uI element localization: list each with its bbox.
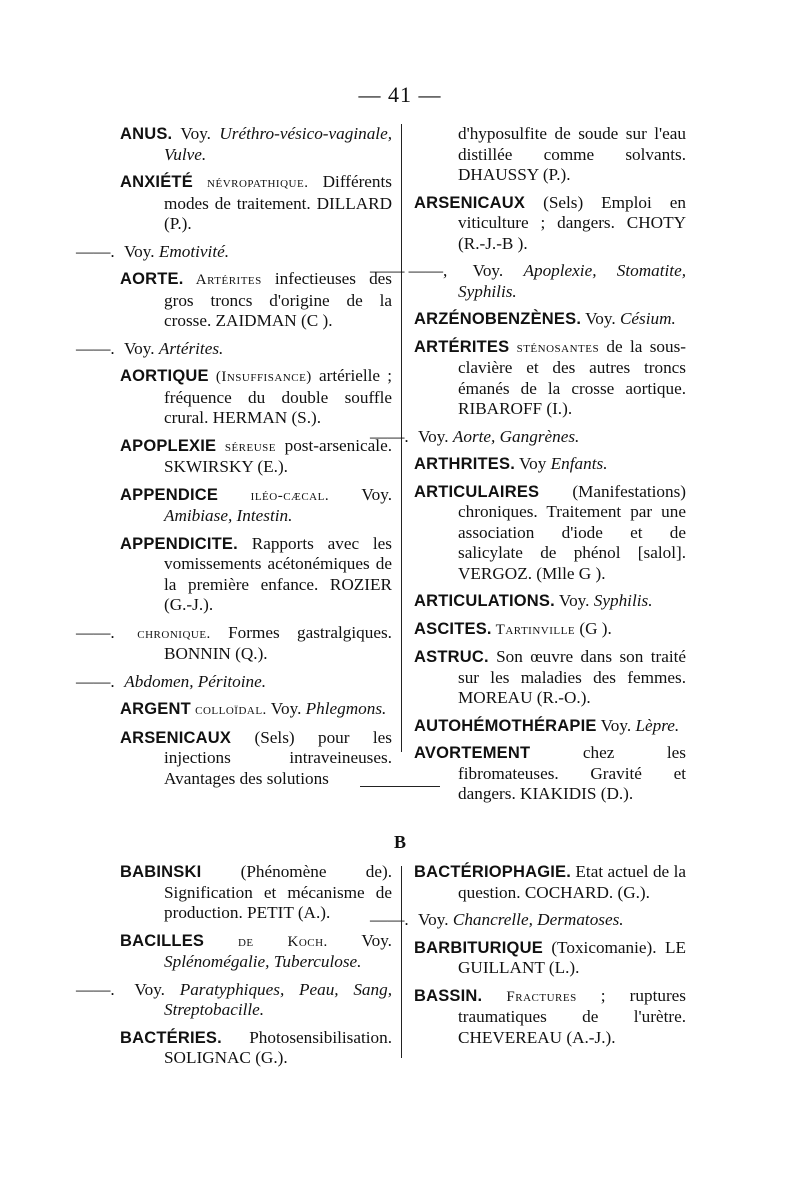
entry-headword: BASSIN. bbox=[414, 986, 483, 1005]
index-entry bbox=[120, 862, 392, 924]
index-entry bbox=[414, 938, 686, 979]
entry-text: Voy. bbox=[452, 261, 524, 280]
entry-headword: ARGENT bbox=[120, 700, 191, 718]
index-entry bbox=[414, 337, 686, 420]
entry-italic: Syphilis. bbox=[593, 591, 653, 610]
entry-text: Rapports avec les vomissements acétonémiques de la première enfance. ROZIER (G.-J.). bbox=[164, 533, 392, 614]
index-entry: ——. Voy. Aorte, Gangrènes. bbox=[370, 426, 580, 446]
entry-text: (Manifestations) chroniques. Traitement par une association d'iode et de salicylate de phénol [salol]. VERGOZ. (Mlle G ). bbox=[458, 481, 686, 583]
index-entry bbox=[120, 436, 392, 478]
entry-smallcaps: séreuse bbox=[216, 438, 276, 455]
entry-text: Voy. bbox=[414, 426, 453, 446]
index-column-left-top bbox=[76, 124, 392, 796]
index-column-right-bottom bbox=[370, 862, 686, 1055]
index-entry: ——. Abdomen, Péritoine. bbox=[76, 671, 267, 691]
entry-text: (Sels) Emploi en viticulture ; dangers. CHOTY (R.-J.-B ). bbox=[458, 192, 686, 253]
index-entry bbox=[120, 124, 392, 165]
entry-headword: APPENDICITE. bbox=[120, 534, 238, 553]
entry-text: Voy. bbox=[120, 338, 159, 358]
entry-text: Voy. bbox=[554, 591, 594, 610]
index-entry bbox=[414, 124, 686, 186]
entry-headword: BABINSKI bbox=[120, 863, 202, 881]
entry-headword: ANXIÉTÉ bbox=[120, 173, 193, 191]
entry-italic: Phlegmons. bbox=[305, 699, 387, 718]
entry-headword: APOPLEXIE bbox=[120, 436, 217, 455]
entry-italic: Artérites. bbox=[158, 338, 224, 358]
index-column-left-bottom bbox=[76, 862, 392, 1076]
entry-smallcaps: de Koch. bbox=[204, 933, 328, 950]
index-entry: ——. Voy. Emotivité. bbox=[76, 241, 230, 261]
index-entry bbox=[414, 862, 686, 903]
entry-text: Voy bbox=[515, 454, 551, 473]
entry-italic: Apoplexie, Stomatite, Syphilis. bbox=[458, 261, 686, 301]
index-entry bbox=[414, 743, 686, 805]
entry-smallcaps: Artérites bbox=[183, 272, 262, 288]
entry-headword: AORTIQUE bbox=[120, 367, 209, 385]
index-entry: ——. chronique. Formes gastralgiques. BONNIN (Q.). bbox=[76, 622, 392, 663]
entry-italic: Aorte, Gangrènes. bbox=[452, 426, 580, 446]
index-entry bbox=[414, 619, 686, 641]
entry-text: chez les fibromateuses. Gravité et dangers. KIAKIDIS (D.). bbox=[458, 743, 686, 803]
entry-text: Photosensibilisation. SOLIGNAC (G.). bbox=[164, 1027, 392, 1067]
index-column-right-top bbox=[370, 124, 686, 812]
entry-italic: Paratyphiques, Peau, Sang, Streptobacille. bbox=[164, 979, 392, 1019]
entry-headword: APPENDICE bbox=[120, 485, 219, 504]
entry-text: Voy. bbox=[266, 699, 306, 718]
index-entry bbox=[120, 1028, 392, 1069]
index-entry bbox=[120, 485, 392, 527]
entry-smallcaps: Fractures bbox=[482, 988, 577, 1005]
entry-text: Voy. bbox=[581, 309, 620, 328]
index-entry bbox=[414, 647, 686, 709]
entry-italic: Amibiase, Intestin. bbox=[164, 506, 293, 525]
entry-italic: Enfants. bbox=[550, 454, 608, 473]
entry-text: (G ). bbox=[575, 618, 612, 638]
entry-text: Formes gastralgiques. BONNIN (Q.). bbox=[164, 622, 392, 663]
entry-italic: Césium. bbox=[619, 309, 676, 328]
entry-text: Son œuvre dans son traité sur les maladies des femmes. MOREAU (R.-O.). bbox=[458, 647, 686, 707]
section-divider bbox=[360, 786, 440, 787]
entry-headword: ARTHRITES. bbox=[414, 455, 515, 473]
entry-text: Voy. bbox=[414, 910, 453, 929]
entry-headword: AORTE. bbox=[120, 270, 184, 288]
index-entry: ——. Voy. Paratyphiques, Peau, Sang, Streptobacille. bbox=[76, 979, 392, 1019]
entry-text: artérielle ; fréquence du double souffle crural. HERMAN (S.). bbox=[164, 366, 392, 427]
entry-text: Voy. bbox=[172, 124, 220, 143]
entry-headword: ASTRUC. bbox=[414, 648, 489, 666]
entry-headword: ARTICULAIRES bbox=[414, 482, 540, 501]
index-entry bbox=[414, 482, 686, 585]
entry-smallcaps: chronique. bbox=[120, 625, 211, 642]
index-entry bbox=[414, 716, 686, 737]
entry-smallcaps: névropathique. bbox=[192, 175, 309, 191]
entry-smallcaps: Tartinville bbox=[491, 621, 576, 638]
entry-text: ; ruptures traumatiques de l'urètre. CHEVEREAU (A.-J.). bbox=[458, 985, 686, 1047]
index-entry bbox=[120, 699, 392, 721]
entry-headword: AUTOHÉMOTHÉRAPIE bbox=[414, 716, 597, 735]
entry-text: Différents modes de traitement. DILLARD (P.). bbox=[164, 172, 392, 233]
index-entry bbox=[120, 172, 392, 235]
entry-italic: Chancrelle, Dermatoses. bbox=[452, 910, 624, 929]
entry-italic: Lèpre. bbox=[635, 715, 680, 735]
entry-headword: ARTÉRITES bbox=[414, 337, 510, 356]
entry-smallcaps: (Insuffisance) bbox=[208, 369, 312, 385]
entry-headword: BACTÉRIOPHAGIE. bbox=[414, 863, 572, 881]
entry-italic: Abdomen, Péritoine. bbox=[124, 671, 267, 691]
entry-text: infectieuses des gros troncs d'origine de la crosse. ZAIDMAN (C ). bbox=[164, 269, 392, 330]
index-entry bbox=[414, 591, 686, 612]
index-entry bbox=[414, 309, 686, 330]
entry-smallcaps: iléo-cæcal. bbox=[218, 487, 330, 504]
column-divider-bottom bbox=[401, 866, 402, 1058]
entry-headword: ARZÉNOBENZÈNES. bbox=[414, 310, 582, 328]
entry-text: Voy. bbox=[120, 979, 180, 999]
index-entry bbox=[120, 269, 392, 332]
index-entry bbox=[414, 986, 686, 1049]
section-letter: B bbox=[393, 832, 406, 852]
index-entry bbox=[120, 931, 392, 973]
entry-headword: BACILLES bbox=[120, 931, 205, 950]
entry-text: Voy. bbox=[596, 715, 636, 735]
index-entry bbox=[370, 261, 686, 302]
entry-text: Voy. bbox=[327, 930, 392, 950]
entry-italic: Uréthro-vésico-vaginale, Vulve. bbox=[164, 124, 392, 164]
entry-headword: ASCITES. bbox=[414, 619, 492, 638]
index-entry bbox=[120, 534, 392, 616]
entry-headword: ARSENICAUX bbox=[120, 728, 232, 747]
entry-headword: ARSENICAUX bbox=[414, 193, 526, 212]
entry-text: de la sous-clavière et des autres troncs émanés de la crosse aortique. RIBAROFF (I.). bbox=[458, 336, 686, 418]
index-entry bbox=[120, 728, 392, 790]
entry-text: (Phénomène de). Signification et mécanisme de production. PETIT (A.). bbox=[164, 862, 392, 922]
entry-smallcaps: sténosantes bbox=[509, 339, 600, 356]
entry-text: Voy. bbox=[120, 241, 159, 261]
entry-text: d'hyposulfite de soude sur l'eau distillée comme solvants. DHAUSSY (P.). bbox=[458, 124, 686, 184]
entry-text: post-arsenicale. SKWIRSKY (E.). bbox=[164, 435, 392, 476]
index-entry bbox=[414, 193, 686, 255]
entry-headword: ARTICULATIONS. bbox=[414, 592, 555, 610]
entry-headword: BARBITURIQUE bbox=[414, 938, 543, 957]
entry-italic: Splénomégalie, Tuberculose. bbox=[164, 952, 362, 971]
index-entry bbox=[120, 366, 392, 429]
entry-italic: Emotivité. bbox=[158, 241, 230, 261]
entry-smallcaps: colloïdal. bbox=[190, 702, 267, 718]
entry-text: Etat actuel de la question. COCHARD. (G.). bbox=[458, 862, 686, 902]
index-entry bbox=[414, 454, 686, 475]
entry-headword: ANUS. bbox=[120, 125, 173, 143]
entry-headword: AVORTEMENT bbox=[414, 744, 531, 762]
index-entry: ——. Voy. Artérites. bbox=[76, 338, 224, 358]
page-number: — 41 — bbox=[358, 82, 442, 107]
entry-text: Voy. bbox=[329, 484, 392, 504]
entry-dash: —— ——, bbox=[370, 261, 448, 280]
index-entry: ——. Voy. Chancrelle, Dermatoses. bbox=[370, 910, 624, 929]
entry-headword: BACTÉRIES. bbox=[120, 1028, 222, 1047]
entry-text: (Sels) pour les injections intraveineuses. Avantages des solutions bbox=[164, 727, 392, 788]
entry-text: (Toxicomanie). LE GUILLANT (L.). bbox=[458, 937, 686, 977]
